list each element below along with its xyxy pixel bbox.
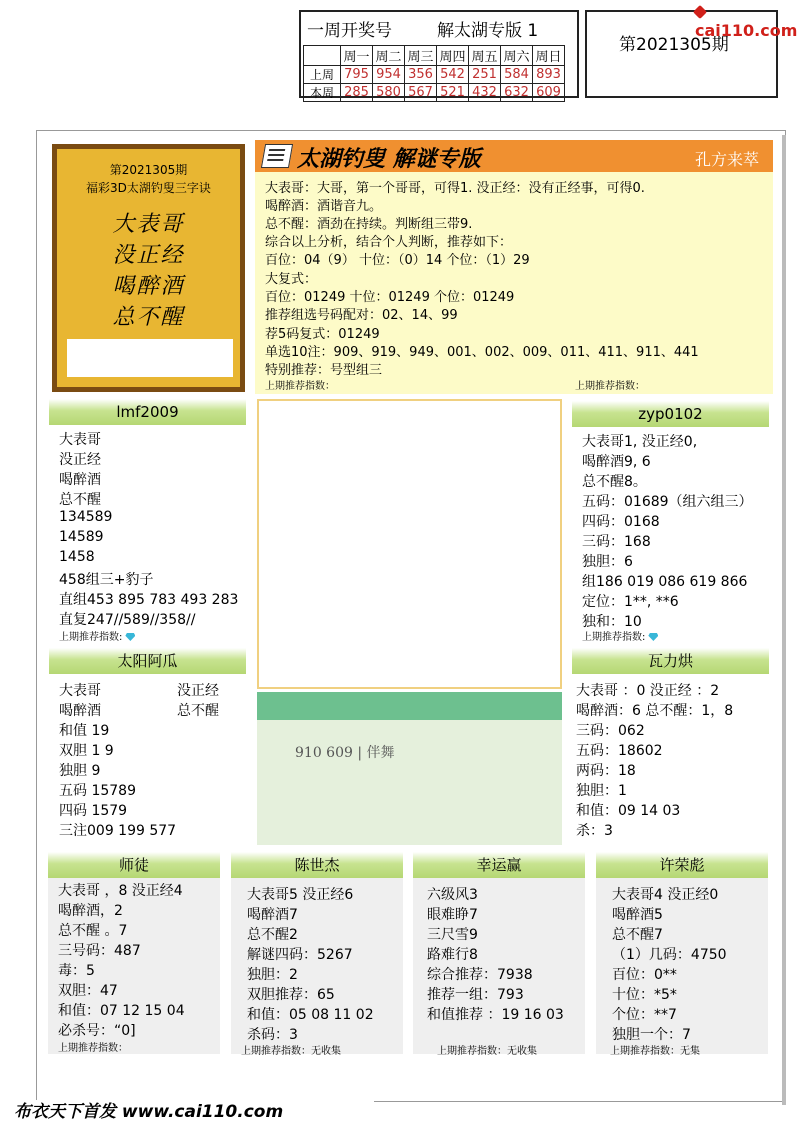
diamond-icon bbox=[125, 633, 135, 641]
analysis-line: 特别推荐：号型组三 bbox=[265, 363, 383, 378]
rating-label bbox=[582, 628, 658, 643]
panel-header-zyp0102: zyp0102 bbox=[572, 401, 769, 427]
panel-line: 喝醉酒9, 6 bbox=[582, 454, 651, 470]
panel-line: 大表哥1, 没正经0, bbox=[582, 434, 698, 450]
rating-label: 上期推荐指数： bbox=[58, 1043, 128, 1054]
draw-cell: 609 bbox=[533, 84, 565, 102]
panel-line: 四码 1579 bbox=[59, 803, 128, 819]
panel-wali bbox=[572, 674, 769, 846]
panel-line: 杀：3 bbox=[576, 823, 613, 839]
panel-line: 大表哥5 没正经6 bbox=[247, 887, 354, 903]
corner-cell bbox=[304, 46, 341, 66]
rating-label bbox=[59, 628, 135, 643]
panel-line: 独胆：2 bbox=[247, 967, 298, 983]
panel-line: 眼难睁7 bbox=[427, 907, 478, 923]
panel-header-lmf2009: lmf2009 bbox=[49, 399, 246, 425]
analysis-line: 喝醉酒：酒谐音九。 bbox=[265, 199, 383, 214]
panel-line: 解谜四码：5267 bbox=[247, 947, 353, 963]
center-blank-panel bbox=[257, 399, 562, 689]
draw-cell: 584 bbox=[501, 66, 533, 84]
panel-line: 杀码：3 bbox=[247, 1027, 298, 1043]
rating-label: 上期推荐指数： bbox=[575, 381, 645, 392]
panel-line: 总不醒 。7 bbox=[58, 923, 128, 939]
panel-line: 三码：062 bbox=[576, 723, 645, 739]
rating-label: 上期推荐指数：无收集 bbox=[241, 1046, 341, 1057]
draw-cell: 567 bbox=[405, 84, 437, 102]
panel-line: 134589 bbox=[59, 509, 113, 525]
center-green-bar bbox=[257, 692, 562, 720]
day-header: 周六 bbox=[501, 46, 533, 66]
panel-line: 总不醒 bbox=[177, 703, 219, 719]
panel-sun bbox=[49, 674, 246, 846]
panel-line: 喝醉酒，2 bbox=[58, 903, 123, 919]
panel-shitu bbox=[48, 878, 220, 1054]
panel-line: 直复247//589//358// bbox=[59, 612, 196, 628]
main-author: 孔方来萃 bbox=[694, 150, 759, 169]
panel-line: 必杀号：“0] bbox=[58, 1023, 136, 1039]
panel-header-chen: 陈世杰 bbox=[231, 852, 403, 878]
panel-header-xu: 许荣彪 bbox=[596, 852, 768, 878]
panel-line: 独胆：1 bbox=[576, 783, 627, 799]
draw-cell: 521 bbox=[437, 84, 469, 102]
panel-line: 和值：05 08 11 02 bbox=[247, 1007, 374, 1023]
rating-text: 上期推荐指数: bbox=[59, 632, 123, 643]
draw-cell: 795 bbox=[341, 66, 373, 84]
panel-line: 独胆 9 bbox=[59, 763, 101, 779]
panel-line: 三注009 199 577 bbox=[59, 823, 177, 839]
panel-header-sun: 太阳阿瓜 bbox=[49, 648, 246, 674]
panel-line: 大表哥 bbox=[59, 683, 101, 699]
edition-title: 解太湖专版 1 bbox=[437, 21, 539, 41]
panel-chen bbox=[231, 878, 403, 1057]
day-header: 周四 bbox=[437, 46, 469, 66]
draw-cell: 580 bbox=[373, 84, 405, 102]
panel-line: 直组453 895 783 493 283 bbox=[59, 592, 239, 608]
panel-line: 两码：18 bbox=[576, 763, 636, 779]
panel-line: 458组三+豹子 bbox=[59, 572, 154, 588]
panel-header-xing: 幸运赢 bbox=[413, 852, 585, 878]
panel-line: （1）几码：4750 bbox=[612, 947, 727, 963]
rating-label: 上期推荐指数：无收集 bbox=[437, 1046, 537, 1057]
scroll-icon bbox=[261, 144, 293, 168]
row-label: 上周 bbox=[304, 66, 341, 84]
panel-line: 总不醒 bbox=[59, 492, 101, 508]
row-label: 本周 bbox=[304, 84, 341, 102]
logo-icon bbox=[693, 5, 707, 19]
panel-line: 双胆推荐：65 bbox=[247, 987, 335, 1003]
panel-line: 喝醉酒：6 总不醒：1，8 bbox=[576, 703, 734, 719]
panel-line: 独胆一个：7 bbox=[612, 1027, 691, 1043]
riddle-phrase: 总不醒 bbox=[112, 305, 185, 330]
main-header bbox=[255, 140, 773, 172]
site-footer: 布衣天下首发 www.cai110.com bbox=[0, 1100, 374, 1124]
card-issue: 第2021305期 bbox=[109, 163, 188, 177]
panel-line: 双胆：47 bbox=[58, 983, 118, 999]
draw-cell: 432 bbox=[469, 84, 501, 102]
panel-line: 大表哥4 没正经0 bbox=[612, 887, 719, 903]
draw-cell: 542 bbox=[437, 66, 469, 84]
draw-cell: 251 bbox=[469, 66, 501, 84]
draw-cell: 893 bbox=[533, 66, 565, 84]
panel-line: 喝醉酒5 bbox=[612, 907, 663, 923]
panel-line: 个位：**7 bbox=[612, 1007, 677, 1023]
panel-lmf2009 bbox=[49, 425, 246, 644]
analysis-line: 单选10注：909、919、949、001、002、009、011、411、911、441 bbox=[265, 345, 699, 360]
rating-text: 上期推荐指数: bbox=[582, 632, 646, 643]
panel-line: 推荐一组：793 bbox=[427, 987, 524, 1003]
panel-line: 喝醉酒 bbox=[59, 703, 101, 719]
panel-line: 没正经 bbox=[59, 452, 101, 468]
panel-line: 十位：*5* bbox=[612, 987, 677, 1003]
panel-line: 总不醒2 bbox=[247, 927, 298, 943]
analysis-line: 综合以上分析，结合个人判断，推荐如下： bbox=[265, 235, 513, 250]
rating-label: 上期推荐指数：无集 bbox=[610, 1046, 700, 1057]
day-header: 周一 bbox=[341, 46, 373, 66]
card-blank bbox=[67, 339, 233, 377]
draw-grid bbox=[303, 45, 565, 102]
center-text: 910 609 | 伴舞 bbox=[295, 745, 395, 761]
draw-cell: 285 bbox=[341, 84, 373, 102]
weekly-draw-title: 一周开奖号 bbox=[307, 21, 392, 41]
panel-line: 独和：10 bbox=[582, 614, 642, 630]
panel-line: 1458 bbox=[59, 549, 95, 565]
panel-xu bbox=[596, 878, 768, 1057]
center-text-panel bbox=[257, 720, 562, 845]
analysis-line: 百位：01249 十位：01249 个位：01249 bbox=[265, 290, 515, 305]
panel-line: 喝醉酒 bbox=[59, 472, 101, 488]
day-header: 周二 bbox=[373, 46, 405, 66]
riddle-phrase: 喝醉酒 bbox=[112, 274, 185, 299]
rating-label: 上期推荐指数： bbox=[265, 381, 335, 392]
riddle-phrase: 大表哥 bbox=[112, 212, 185, 237]
panel-line: 大表哥 bbox=[59, 432, 101, 448]
panel-zyp0102 bbox=[572, 427, 769, 644]
weekly-draw-table bbox=[299, 10, 579, 98]
analysis-line: 总不醒：酒劲在持续。判断组三带9. bbox=[265, 217, 473, 232]
panel-header-wali: 瓦力烘 bbox=[572, 648, 769, 674]
panel-xing bbox=[413, 878, 585, 1057]
panel-line: 六级风3 bbox=[427, 887, 478, 903]
analysis-line: 大表哥：大哥，第一个哥哥，可得1. 没正经：没有正经事，可得0. bbox=[265, 181, 645, 196]
analysis-line: 大复式： bbox=[265, 272, 318, 287]
panel-line: 综合推荐：7938 bbox=[427, 967, 533, 983]
card-subtitle: 福彩3D太湖钓叟三字诀 bbox=[86, 181, 211, 195]
panel-line: 大表哥 ，8 没正经4 bbox=[58, 883, 183, 899]
draw-cell: 632 bbox=[501, 84, 533, 102]
panel-line: 独胆：6 bbox=[582, 554, 633, 570]
panel-line: 总不醒7 bbox=[612, 927, 663, 943]
analysis-line: 荐5码复式：01249 bbox=[265, 327, 380, 342]
issue-number: 第2021305期 bbox=[585, 10, 778, 98]
panel-line: 定位：1**, **6 bbox=[582, 594, 679, 610]
panel-line: 喝醉酒7 bbox=[247, 907, 298, 923]
panel-line: 大表哥 ：0 没正经 ：2 bbox=[576, 683, 720, 699]
logo-text: cai110.com bbox=[695, 21, 798, 40]
day-header: 周五 bbox=[469, 46, 501, 66]
main-analysis bbox=[255, 172, 773, 394]
panel-header-shitu: 师徒 bbox=[48, 852, 220, 878]
day-header: 周三 bbox=[405, 46, 437, 66]
main-title: 太湖钓叟 解谜专版 bbox=[297, 146, 481, 172]
riddle-phrase: 没正经 bbox=[112, 243, 185, 268]
panel-line: 三号码：487 bbox=[58, 943, 141, 959]
analysis-line: 百位：04（9） 十位：（0）14 个位：（1）29 bbox=[265, 253, 530, 268]
panel-line: 和值：07 12 15 04 bbox=[58, 1003, 185, 1019]
frame-shadow bbox=[782, 135, 786, 1105]
riddle-card bbox=[52, 144, 245, 392]
panel-line: 和值 19 bbox=[59, 723, 110, 739]
panel-line: 没正经 bbox=[177, 683, 219, 699]
panel-line: 组186 019 086 619 866 bbox=[582, 574, 748, 590]
panel-line: 双胆 1 9 bbox=[59, 743, 114, 759]
panel-line: 路难行8 bbox=[427, 947, 478, 963]
site-logo[interactable] bbox=[695, 2, 800, 40]
panel-line: 三码：168 bbox=[582, 534, 651, 550]
panel-line: 总不醒8。 bbox=[582, 474, 647, 490]
panel-line: 五码：01689（组六组三） bbox=[582, 494, 753, 510]
panel-line: 百位：0** bbox=[612, 967, 677, 983]
diamond-icon bbox=[648, 633, 658, 641]
draw-cell: 954 bbox=[373, 66, 405, 84]
panel-line: 五码 15789 bbox=[59, 783, 136, 799]
panel-line: 五码：18602 bbox=[576, 743, 663, 759]
panel-line: 毒：5 bbox=[58, 963, 95, 979]
panel-line: 14589 bbox=[59, 529, 104, 545]
day-header: 周日 bbox=[533, 46, 565, 66]
panel-line: 和值推荐 ：19 16 03 bbox=[427, 1007, 564, 1023]
panel-line: 三尺雪9 bbox=[427, 927, 478, 943]
panel-line: 和值：09 14 03 bbox=[576, 803, 681, 819]
analysis-line: 推荐组选号码配对：02、14、99 bbox=[265, 308, 458, 323]
panel-line: 四码：0168 bbox=[582, 514, 660, 530]
draw-cell: 356 bbox=[405, 66, 437, 84]
